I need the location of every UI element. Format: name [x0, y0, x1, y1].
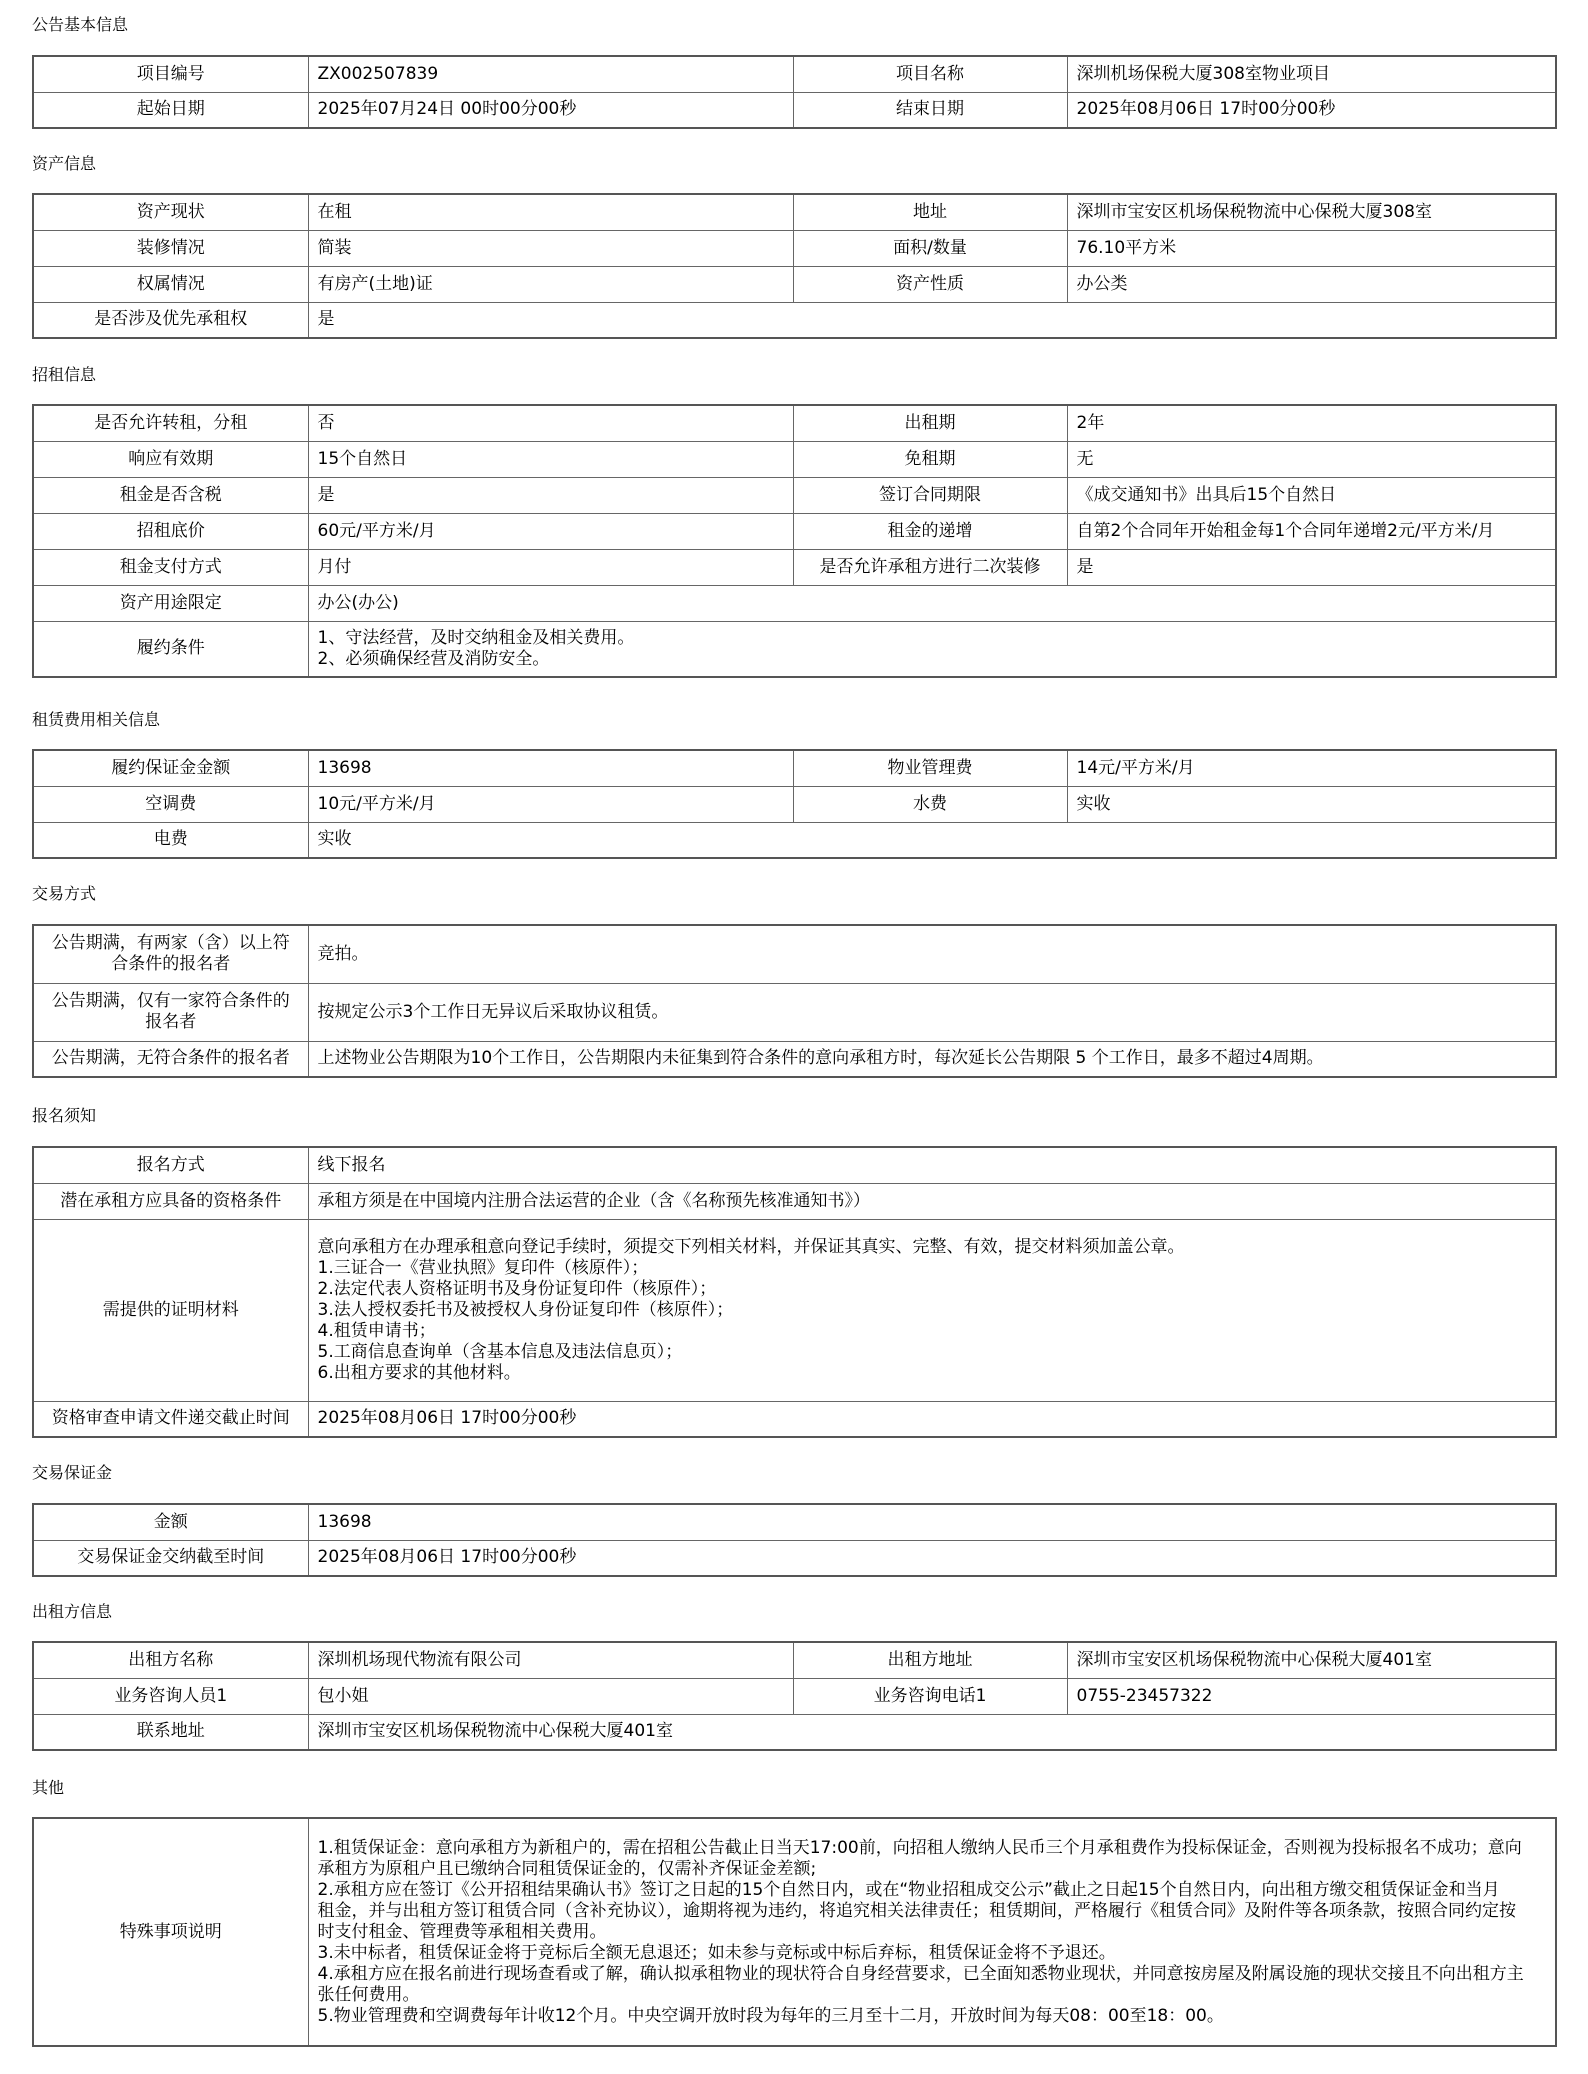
table-row [33, 1678, 1556, 1714]
cell-value: 是 [1067, 549, 1556, 585]
fees-info-table [32, 749, 1557, 859]
table-row [33, 1818, 1556, 2046]
deposit-table [32, 1503, 1557, 1577]
table-row [33, 1714, 1556, 1750]
cell-label: 起始日期 [33, 92, 308, 128]
cell-value: 按规定公示3个工作日无异议后采取协议租赁。 [308, 983, 1556, 1041]
special-notes-value [308, 1818, 1556, 2046]
signup-table [32, 1146, 1557, 1438]
table-row [33, 1219, 1556, 1401]
table-row [33, 1183, 1556, 1219]
text-line: 1.租赁保证金：意向承租方为新租户的，需在招租公告截止日当天17:00前，向招租人缴纳人民币三个月承租费作为投标保证金，否则视为投标报名不成功；意向 [317, 1837, 1522, 1858]
text-line: 2.法定代表人资格证明书及身份证复印件（核原件）； [317, 1278, 717, 1299]
cell-value: 有房产(土地)证 [308, 266, 793, 302]
table-row [33, 1147, 1556, 1183]
cell-value: 2025年08月06日 17时00分00秒 [308, 1401, 1556, 1437]
cell-label: 是否允许承租方进行二次装修 [793, 549, 1067, 585]
cell-label: 租金的递增 [793, 513, 1067, 549]
text-line: 合条件的报名者 [111, 954, 231, 975]
cell-label: 租金支付方式 [33, 549, 308, 585]
cell-label: 潜在承租方应具备的资格条件 [33, 1183, 308, 1219]
text-line: 意向承租方在办理承租意向登记手续时，须提交下列相关材料，并保证其真实、完整、有效，提交材料须加盖公章。 [317, 1236, 1185, 1257]
cell-label: 签订合同期限 [793, 477, 1067, 513]
cell-label: 出租方地址 [793, 1642, 1067, 1678]
text-line: 1、守法经营，及时交纳租金及相关费用。 [317, 627, 635, 648]
table-row [33, 194, 1556, 230]
cell-value: 否 [308, 405, 793, 441]
cell-label: 出租方名称 [33, 1642, 308, 1678]
text-line: 时支付租金、管理费等承租相关费用。 [317, 1921, 607, 1942]
section-title-deposit: 交易保证金 [32, 1463, 113, 1482]
table-row [33, 621, 1556, 677]
cell-value: 深圳机场保税大厦308室物业项目 [1067, 56, 1556, 92]
table-row [33, 1540, 1556, 1576]
cell-label: 报名方式 [33, 1147, 308, 1183]
cell-value: 月付 [308, 549, 793, 585]
lease-info-table [32, 404, 1557, 678]
cell-label: 物业管理费 [793, 750, 1067, 786]
cell-label: 响应有效期 [33, 441, 308, 477]
cell-label: 联系地址 [33, 1714, 308, 1750]
cell-label [33, 983, 308, 1041]
cell-value: 深圳机场现代物流有限公司 [308, 1642, 793, 1678]
cell-value: 是 [308, 302, 1556, 338]
cell-label: 地址 [793, 194, 1067, 230]
cell-label: 是否允许转租，分租 [33, 405, 308, 441]
text-line: 5.物业管理费和空调费每年计收12个月。中央空调开放时段为每年的三月至十二月，开放时间为每天08：00至18：00。 [317, 2005, 1224, 2026]
text-line: 张任何费用。 [317, 1984, 420, 2005]
cell-label: 资产性质 [793, 266, 1067, 302]
cell-value: 包小姐 [308, 1678, 793, 1714]
cell-value: 办公(办公) [308, 585, 1556, 621]
section-title-fees: 租赁费用相关信息 [32, 710, 161, 729]
lessor-table [32, 1641, 1557, 1751]
cell-label: 业务咨询人员1 [33, 1678, 308, 1714]
cell-label: 资产现状 [33, 194, 308, 230]
table-row [33, 405, 1556, 441]
cell-label: 资格审查申请文件递交截止时间 [33, 1401, 308, 1437]
cell-label: 项目编号 [33, 56, 308, 92]
table-row [33, 750, 1556, 786]
cell-label: 招租底价 [33, 513, 308, 549]
trade-method-table [32, 924, 1557, 1078]
cell-value: 实收 [308, 822, 1556, 858]
table-row [33, 1642, 1556, 1678]
section-title-basic: 公告基本信息 [32, 15, 129, 34]
cell-value: 办公类 [1067, 266, 1556, 302]
text-line: 6.出租方要求的其他材料。 [317, 1362, 521, 1383]
cell-value: 76.10平方米 [1067, 230, 1556, 266]
table-row [33, 441, 1556, 477]
table-row [33, 92, 1556, 128]
cell-value: 13698 [308, 750, 793, 786]
section-title-signup: 报名须知 [32, 1106, 97, 1125]
table-row [33, 1504, 1556, 1540]
cell-label: 权属情况 [33, 266, 308, 302]
cell-label: 特殊事项说明 [33, 1818, 308, 2046]
cell-label: 履约条件 [33, 621, 308, 677]
cell-value: 深圳市宝安区机场保税物流中心保税大厦401室 [308, 1714, 1556, 1750]
text-line: 2、必须确保经营及消防安全。 [317, 648, 550, 669]
cell-label: 需提供的证明材料 [33, 1219, 308, 1401]
text-line: 1.三证合一《营业执照》复印件（核原件）； [317, 1257, 649, 1278]
table-row [33, 230, 1556, 266]
cell-value: ZX002507839 [308, 56, 793, 92]
table-row [33, 925, 1556, 983]
conditions-value [308, 621, 1556, 677]
table-row [33, 477, 1556, 513]
text-line: 2.承租方应在签订《公开招租结果确认书》签订之日起的15个自然日内，或在“物业招租成交公示”截止之日起15个自然日内，向出租方缴交租赁保证金和当月 [317, 1879, 1500, 1900]
cell-value: 60元/平方米/月 [308, 513, 793, 549]
section-title-trade: 交易方式 [32, 884, 97, 903]
table-row [33, 266, 1556, 302]
table-row [33, 513, 1556, 549]
cell-label: 水费 [793, 786, 1067, 822]
cell-label: 资产用途限定 [33, 585, 308, 621]
cell-label: 结束日期 [793, 92, 1067, 128]
table-row [33, 1041, 1556, 1077]
cell-label: 电费 [33, 822, 308, 858]
text-line: 3.未中标者，租赁保证金将于竞标后全额无息退还；如未参与竞标或中标后弃标，租赁保证金将不予退还。 [317, 1942, 1116, 1963]
cell-label: 业务咨询电话1 [793, 1678, 1067, 1714]
text-line: 承租方为原租户且已缴纳合同租赁保证金的，仅需补齐保证金差额; [317, 1858, 817, 1879]
cell-value: 线下报名 [308, 1147, 1556, 1183]
text-line: 报名者 [145, 1012, 197, 1032]
section-title-asset: 资产信息 [32, 154, 97, 173]
section-title-lease: 招租信息 [32, 365, 97, 384]
cell-value: 是 [308, 477, 793, 513]
cell-label: 金额 [33, 1504, 308, 1540]
materials-value [308, 1219, 1556, 1401]
table-row [33, 549, 1556, 585]
cell-label: 履约保证金金额 [33, 750, 308, 786]
cell-value: 深圳市宝安区机场保税物流中心保税大厦308室 [1067, 194, 1556, 230]
cell-value: 14元/平方米/月 [1067, 750, 1556, 786]
cell-value: 简装 [308, 230, 793, 266]
section-title-lessor: 出租方信息 [32, 1602, 113, 1621]
table-row [33, 585, 1556, 621]
cell-value: 无 [1067, 441, 1556, 477]
cell-value: 在租 [308, 194, 793, 230]
cell-value: 10元/平方米/月 [308, 786, 793, 822]
table-row [33, 983, 1556, 1041]
cell-value: 实收 [1067, 786, 1556, 822]
cell-label: 租金是否含税 [33, 477, 308, 513]
text-line: 3.法人授权委托书及被授权人身份证复印件（核原件）； [317, 1299, 734, 1320]
cell-label: 公告期满，无符合条件的报名者 [33, 1041, 308, 1077]
cell-label: 交易保证金交纳截至时间 [33, 1540, 308, 1576]
other-table [32, 1817, 1557, 2047]
section-title-other: 其他 [32, 1778, 65, 1797]
cell-value: 0755-23457322 [1067, 1678, 1556, 1714]
cell-value: 2025年07月24日 00时00分00秒 [308, 92, 793, 128]
cell-value: 承租方须是在中国境内注册合法运营的企业（含《名称预先核准通知书》） [308, 1183, 1556, 1219]
cell-label [33, 925, 308, 983]
cell-label: 项目名称 [793, 56, 1067, 92]
table-row [33, 786, 1556, 822]
text-line: 5.工商信息查询单（含基本信息及违法信息页）； [317, 1341, 683, 1362]
table-row [33, 822, 1556, 858]
asset-info-table [32, 193, 1557, 339]
text-line: 租金，并与出租方签订租赁合同（含补充协议），逾期将视为违约，将追究相关法律责任；租赁期间，严格履行《租赁合同》及附件等各项条款，按照合同约定按 [317, 1900, 1516, 1921]
cell-value: 2025年08月06日 17时00分00秒 [1067, 92, 1556, 128]
table-row [33, 1401, 1556, 1437]
cell-label: 是否涉及优先承租权 [33, 302, 308, 338]
cell-value: 2025年08月06日 17时00分00秒 [308, 1540, 1556, 1576]
text-line: 公告期满，有两家（含）以上符 [51, 933, 290, 954]
cell-value: 13698 [308, 1504, 1556, 1540]
cell-label: 出租期 [793, 405, 1067, 441]
cell-label: 面积/数量 [793, 230, 1067, 266]
cell-value: 竞拍。 [308, 925, 1556, 983]
table-row [33, 56, 1556, 92]
cell-value: 《成交通知书》出具后15个自然日 [1067, 477, 1556, 513]
text-line: 4.租赁申请书； [317, 1320, 436, 1341]
cell-value: 上述物业公告期限为10个工作日，公告期限内未征集到符合条件的意向承租方时，每次延长公告期限 5 个工作日，最多不超过4周期。 [308, 1041, 1556, 1077]
cell-value: 自第2个合同年开始租金每1个合同年递增2元/平方米/月 [1067, 513, 1556, 549]
cell-value: 深圳市宝安区机场保税物流中心保税大厦401室 [1067, 1642, 1556, 1678]
cell-value: 15个自然日 [308, 441, 793, 477]
cell-label: 装修情况 [33, 230, 308, 266]
basic-info-table [32, 55, 1557, 129]
table-row [33, 302, 1556, 338]
cell-label: 空调费 [33, 786, 308, 822]
text-line: 公告期满，仅有一家符合条件的 [51, 991, 290, 1011]
cell-label: 免租期 [793, 441, 1067, 477]
text-line: 4.承租方应在报名前进行现场查看或了解，确认拟承租物业的现状符合自身经营要求，已全面知悉物业现状，并同意按房屋及附属设施的现状交接且不向出租方主 [317, 1963, 1524, 1984]
cell-value: 2年 [1067, 405, 1556, 441]
